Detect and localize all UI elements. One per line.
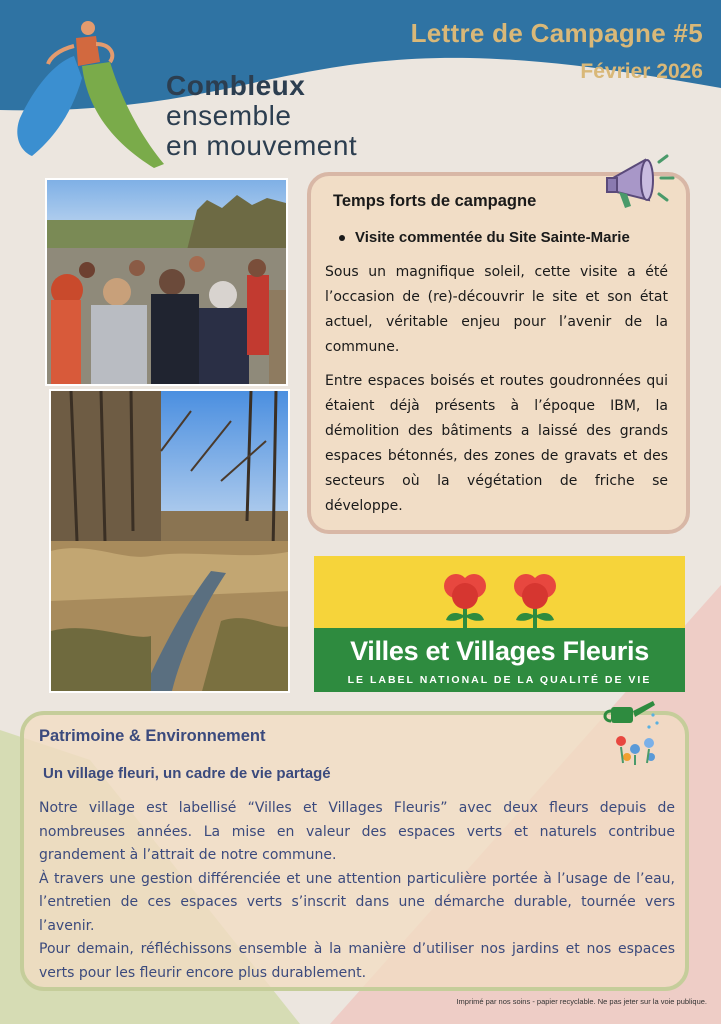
brand-line-2: ensemble	[166, 100, 292, 131]
megaphone-icon	[603, 148, 677, 214]
heritage-box	[20, 711, 689, 991]
flower-icon	[440, 570, 490, 628]
brand-line-3: en mouvement	[166, 130, 358, 161]
highlights-bullet	[339, 229, 668, 246]
stream-photo	[49, 389, 290, 693]
campaign-title: Lettre de Campagne #5	[410, 18, 703, 48]
watering-can-icon	[601, 697, 667, 767]
highlights-bullet-text: Visite commentée du Site Sainte-Marie	[355, 229, 630, 246]
label-subtitle: LE LABEL NATIONAL DE LA QUALITÉ DE VIE	[347, 674, 652, 686]
villes-villages-fleuris-label	[314, 556, 685, 692]
flower-icon	[510, 570, 560, 628]
footer-note: Imprimé par nos soins - papier recyclable. Ne pas jeter sur la voie publique.	[456, 997, 707, 1006]
heritage-paragraph-2: À travers une gestion différenciée et une attention particulière portée à l’usage de l’eau, l’entretien de ces espaces verts s’inscrit dans une démarche durable, tournée vers l’avenir.	[39, 870, 675, 934]
bullet-dot-icon	[339, 235, 345, 241]
campaign-date: Février 2026	[580, 60, 703, 83]
heritage-title: Patrimoine & Environnement	[39, 727, 266, 745]
label-name: Villes et Villages Fleuris	[350, 636, 649, 666]
highlights-box	[307, 172, 690, 534]
highlights-title: Temps forts de campagne	[333, 192, 537, 210]
highlights-paragraph-1: Sous un magnifique soleil, cette visite a été l’occasion de (re)-découvrir le site et son état actuel, véritable enjeu pour l’avenir de la commune.	[325, 264, 668, 355]
logo-figure-icon	[14, 18, 164, 168]
highlights-paragraph-2: Entre espaces boisés et routes goudronnées qui étaient déjà présents à l’époque IBM, la démolition des bâtiments a laissé des grands espaces bétonnés, des zones de gravats et des secteurs où la végétation de friche se développe.	[325, 373, 668, 514]
heritage-paragraph-3: Pour demain, réfléchissons ensemble à la manière d’utiliser nos jardins et nos espaces verts pour les fleurir encore plus durablement.	[39, 941, 675, 981]
heritage-subtitle: Un village fleuri, un cadre de vie partagé	[43, 765, 331, 782]
heritage-paragraph-1: Notre village est labellisé “Villes et Villages Fleuris” avec deux fleurs depuis de nombreuses années. La mise en valeur des espaces verts et naturels contribue grandement à l’attrait de notre commune.	[39, 800, 675, 863]
brand-line-1: Combleux	[166, 70, 306, 101]
group-visit-photo	[45, 178, 288, 386]
